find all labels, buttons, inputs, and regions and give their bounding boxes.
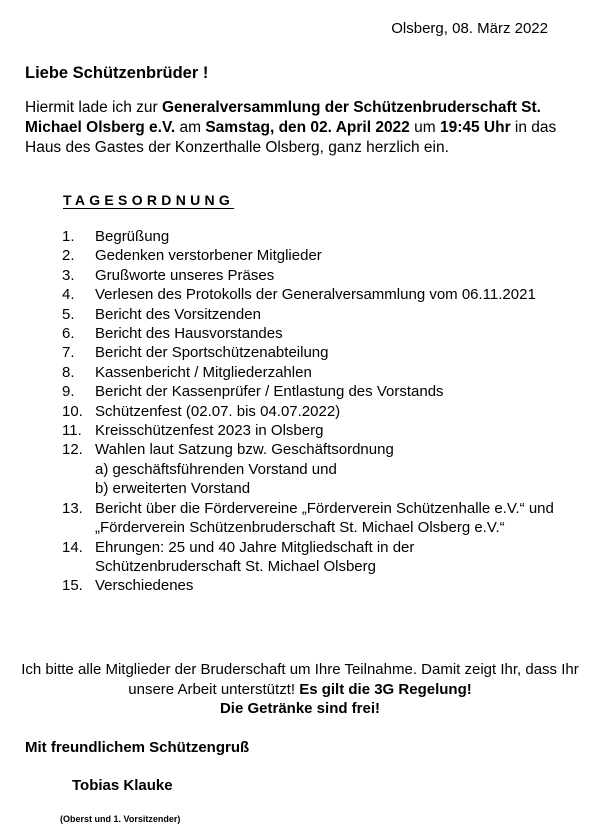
salutation: Liebe Schützenbrüder !	[25, 64, 209, 82]
agenda-item	[62, 499, 562, 538]
agenda-item	[62, 421, 562, 440]
agenda-item-text: Verschiedenes	[95, 577, 194, 595]
meeting-time: 19:45 Uhr	[439, 119, 511, 136]
agenda-item-number: 3.	[62, 266, 75, 284]
agenda-item-number: 14.	[62, 538, 83, 556]
agenda-item-text: Kassenbericht / Mitgliederzahlen	[95, 363, 312, 381]
agenda-item-number: 6.	[62, 325, 75, 343]
agenda-item-number: 12.	[62, 441, 83, 459]
agenda-item	[62, 440, 562, 498]
agenda-item	[62, 246, 562, 265]
agenda-item	[62, 227, 562, 246]
agenda-item-number: 2.	[62, 247, 75, 265]
intro-text-2: am	[175, 119, 206, 136]
agenda-item-number: 1.	[62, 228, 75, 245]
agenda-item-number: 10.	[62, 402, 83, 420]
agenda-list	[62, 227, 562, 596]
agenda-item-text: Bericht über die Fördervereine „Förderverein Schützenhalle e.V.“ und „Förderverein Schützenbruderschaft St. Michael Olsberg e.V.“	[95, 499, 554, 537]
agenda-item-number: 4.	[62, 286, 75, 304]
agenda-item	[62, 382, 562, 401]
agenda-item-text: Gedenken verstorbener Mitglieder	[95, 247, 322, 265]
agenda-item-text: Bericht der Sportschützenabteilung	[95, 344, 329, 362]
agenda-item	[62, 324, 562, 343]
covid-rule-notice: Es gilt die 3G Regelung!	[299, 680, 472, 698]
agenda-item-text: Bericht der Kassenprüfer / Entlastung des Vorstands	[95, 383, 444, 401]
agenda-heading: TAGESORDNUNG	[63, 192, 235, 208]
agenda-item-text: Bericht des Hausvorstandes	[95, 325, 283, 343]
agenda-item-number: 5.	[62, 305, 75, 323]
agenda-item-text: Grußworte unseres Präses	[95, 266, 275, 284]
agenda-item	[62, 343, 562, 362]
agenda-item	[62, 576, 562, 595]
agenda-item	[62, 538, 562, 577]
intro-text-4: in das Haus des Gastes der Konzerthalle Olsberg, ganz herzlich ein.	[25, 119, 557, 156]
agenda-item-number: 13.	[62, 499, 83, 517]
intro-text-3: um	[409, 119, 440, 136]
signer-role: (Oberst und 1. Vorsitzender)	[60, 814, 181, 824]
agenda-item-text: Ehrungen: 25 und 40 Jahre Mitgliedschaft in der Schützenbruderschaft St. Michael Olsberg	[95, 538, 415, 575]
closing-greeting: Mit freundlichem Schützengruß	[25, 739, 250, 756]
agenda-item	[62, 402, 562, 421]
agenda-subitem-b: b) erweiterten Vorstand	[95, 480, 251, 498]
agenda-item	[62, 266, 562, 285]
agenda-subitem-a: a) geschäftsführenden Vorstand und	[95, 460, 337, 478]
meeting-date: Samstag, den 02. April 2022	[205, 119, 410, 136]
agenda-item	[62, 363, 562, 382]
agenda-item-text: Verlesen des Protokolls der Generalversammlung vom 06.11.2021	[95, 286, 536, 304]
intro-text-1: Hiermit lade ich zur	[25, 99, 162, 116]
letter-date: Olsberg, 08. März 2022	[391, 20, 548, 37]
agenda-item-text: Wahlen laut Satzung bzw. Geschäftsordnung	[95, 441, 394, 459]
agenda-item-text: Kreisschützenfest 2023 in Olsberg	[95, 422, 324, 440]
agenda-item-number: 8.	[62, 363, 75, 381]
agenda-item	[62, 305, 562, 324]
free-drinks-notice: Die Getränke sind frei!	[219, 700, 381, 717]
agenda-item-number: 11.	[62, 422, 82, 440]
agenda-item-number: 9.	[62, 383, 75, 401]
agenda-item	[62, 285, 562, 304]
agenda-item-text: Begrüßung	[95, 228, 170, 245]
agenda-item-text: Schützenfest (02.07. bis 04.07.2022)	[95, 402, 341, 420]
closing-text: Ich bitte alle Mitglieder der Bruderschaft um Ihre Teilnahme. Damit zeigt Ihr, dass Ihr unsere Arbeit unterstützt!	[21, 661, 579, 698]
signer-name: Tobias Klauke	[72, 777, 173, 794]
closing-paragraph	[0, 660, 600, 719]
invitation-paragraph	[25, 98, 577, 158]
agenda-item-text: Bericht des Vorsitzenden	[95, 305, 261, 323]
meeting-name: Generalversammlung der Schützenbruderschaft St. Michael Olsberg e.V.	[25, 99, 541, 136]
agenda-item-number: 7.	[62, 344, 75, 362]
agenda-item-number: 15.	[62, 577, 83, 595]
